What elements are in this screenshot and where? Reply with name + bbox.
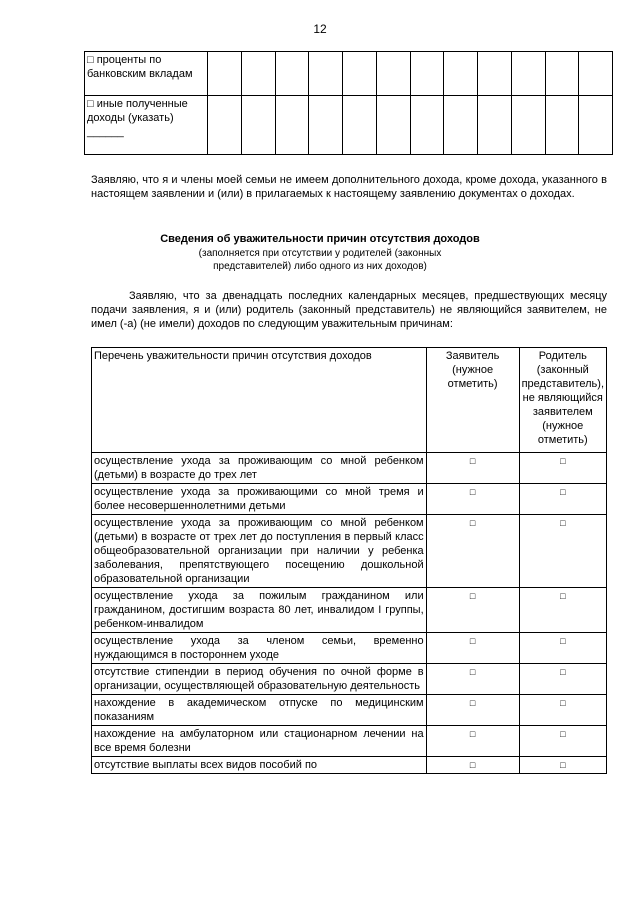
applicant-cell [426, 484, 519, 515]
applicant-checkbox[interactable]: □ [469, 760, 476, 770]
table-row [92, 664, 607, 695]
parent-checkbox[interactable]: □ [560, 591, 566, 601]
table-cell [511, 52, 545, 96]
table-cell [309, 52, 343, 96]
parent-cell [519, 757, 606, 774]
income-row-label: □ проценты по банковским вкладам [85, 52, 208, 96]
table-cell [241, 96, 275, 155]
table-row [92, 484, 607, 515]
income-row-label [85, 96, 208, 155]
reason-text: нахождение в академическом отпуске по медицинским показаниям [92, 695, 427, 726]
parent-checkbox[interactable]: □ [560, 667, 566, 677]
table-cell [579, 96, 613, 155]
parent-cell [519, 726, 606, 757]
reason-text: осуществление ухода за членом семьи, временно нуждающимся в постороннем уходе [92, 633, 427, 664]
table-cell [208, 52, 242, 96]
applicant-cell [426, 588, 519, 633]
parent-checkbox[interactable]: □ [560, 729, 566, 739]
reasons-rows [92, 453, 607, 774]
table-cell [208, 96, 242, 155]
table-cell [444, 96, 478, 155]
reason-text: осуществление ухода за пожилым гражданином или гражданином, достигшим возраста 80 лет, инвалидом I группы, ребенком-инвалидом [92, 588, 427, 633]
table-row [92, 633, 607, 664]
table-row [85, 52, 613, 96]
parent-checkbox[interactable]: □ [560, 698, 566, 708]
applicant-cell [426, 515, 519, 588]
table-cell [241, 52, 275, 96]
section-heading: Сведения об уважительности причин отсутствия доходов [160, 233, 480, 245]
reason-text: отсутствие стипендии в период обучения по очной форме в организации, осуществляющей образовательную деятельность [92, 664, 427, 695]
table-row [92, 588, 607, 633]
applicant-checkbox[interactable]: □ [469, 698, 476, 708]
applicant-cell [426, 695, 519, 726]
table-cell [511, 96, 545, 155]
parent-checkbox[interactable]: □ [560, 487, 566, 497]
parent-checkbox[interactable]: □ [560, 456, 566, 466]
reasons-table [91, 347, 607, 774]
table-row [92, 726, 607, 757]
parent-cell [519, 484, 606, 515]
table-cell [376, 52, 410, 96]
header-parent: Родитель (законный представитель), не являющийся заявителем (нужное отметить) [519, 348, 606, 453]
parent-checkbox[interactable]: □ [560, 518, 566, 528]
table-row [92, 515, 607, 588]
applicant-checkbox[interactable]: □ [469, 667, 476, 677]
parent-cell [519, 588, 606, 633]
section-subheading: (заполняется при отсутствии у родителей (законных представителей) либо одного из них доходов) [198, 248, 442, 272]
applicant-cell [426, 453, 519, 484]
applicant-cell [426, 664, 519, 695]
reason-text: осуществление ухода за проживающим со мной ребенком (детьми) в возрасте от трех лет до поступления в первый класс общеобразовательной организации при наличии у ребенка заболевания, препятствующего посещению дошкольной образовательной организации [92, 515, 427, 588]
parent-cell [519, 664, 606, 695]
blank-line: ______ [87, 126, 124, 138]
applicant-cell [426, 726, 519, 757]
table-cell [410, 52, 444, 96]
parent-cell [519, 515, 606, 588]
parent-checkbox[interactable]: □ [560, 636, 566, 646]
table-cell [579, 52, 613, 96]
table-row [92, 695, 607, 726]
table-row [92, 453, 607, 484]
applicant-checkbox[interactable]: □ [469, 487, 476, 497]
table-cell [410, 96, 444, 155]
parent-cell [519, 695, 606, 726]
table-cell [343, 96, 377, 155]
parent-cell [519, 453, 606, 484]
section-intro: Заявляю, что за двенадцать последних календарных месяцев, предшествующих месяцу подачи заявления, я и (или) родитель (законный представитель) не являющийся заявителем, не имел (-а) (не имели) доходов по следующим уважительным причинам: [91, 290, 607, 330]
parent-checkbox[interactable]: □ [560, 760, 566, 770]
applicant-checkbox[interactable]: □ [469, 591, 476, 601]
income-row-text: □ иные полученные доходы (указать) [87, 98, 188, 124]
applicant-cell [426, 757, 519, 774]
table-cell [545, 52, 579, 96]
table-cell [478, 96, 512, 155]
applicant-checkbox[interactable]: □ [469, 636, 476, 646]
table-header-row [92, 348, 607, 453]
reason-text: нахождение на амбулаторном или стационарном лечении на все время болезни [92, 726, 427, 757]
applicant-checkbox[interactable]: □ [469, 729, 476, 739]
table-cell [275, 96, 309, 155]
table-cell [444, 52, 478, 96]
table-cell [309, 96, 343, 155]
table-cell [275, 52, 309, 96]
declaration-text: Заявляю, что я и члены моей семьи не имеем дополнительного дохода, кроме дохода, указанного в настоящем заявлении и (или) в прилагаемых к настоящему заявлению документах о доходах. [91, 174, 607, 200]
header-reasons: Перечень уважительности причин отсутствия доходов [92, 348, 427, 453]
page-number: 12 [313, 22, 327, 36]
table-row [85, 96, 613, 155]
reason-text: отсутствие выплаты всех видов пособий по [92, 757, 427, 774]
income-table [84, 51, 613, 155]
header-applicant: Заявитель (нужное отметить) [426, 348, 519, 453]
reason-text: осуществление ухода за проживающим со мной ребенком (детьми) в возрасте до трех лет [92, 453, 427, 484]
table-cell [545, 96, 579, 155]
table-cell [343, 52, 377, 96]
parent-cell [519, 633, 606, 664]
applicant-checkbox[interactable]: □ [469, 456, 476, 466]
applicant-cell [426, 633, 519, 664]
applicant-checkbox[interactable]: □ [469, 518, 476, 528]
table-cell [478, 52, 512, 96]
reason-text: осуществление ухода за проживающими со мной тремя и более несовершеннолетними детьми [92, 484, 427, 515]
table-cell [376, 96, 410, 155]
table-row [92, 757, 607, 774]
